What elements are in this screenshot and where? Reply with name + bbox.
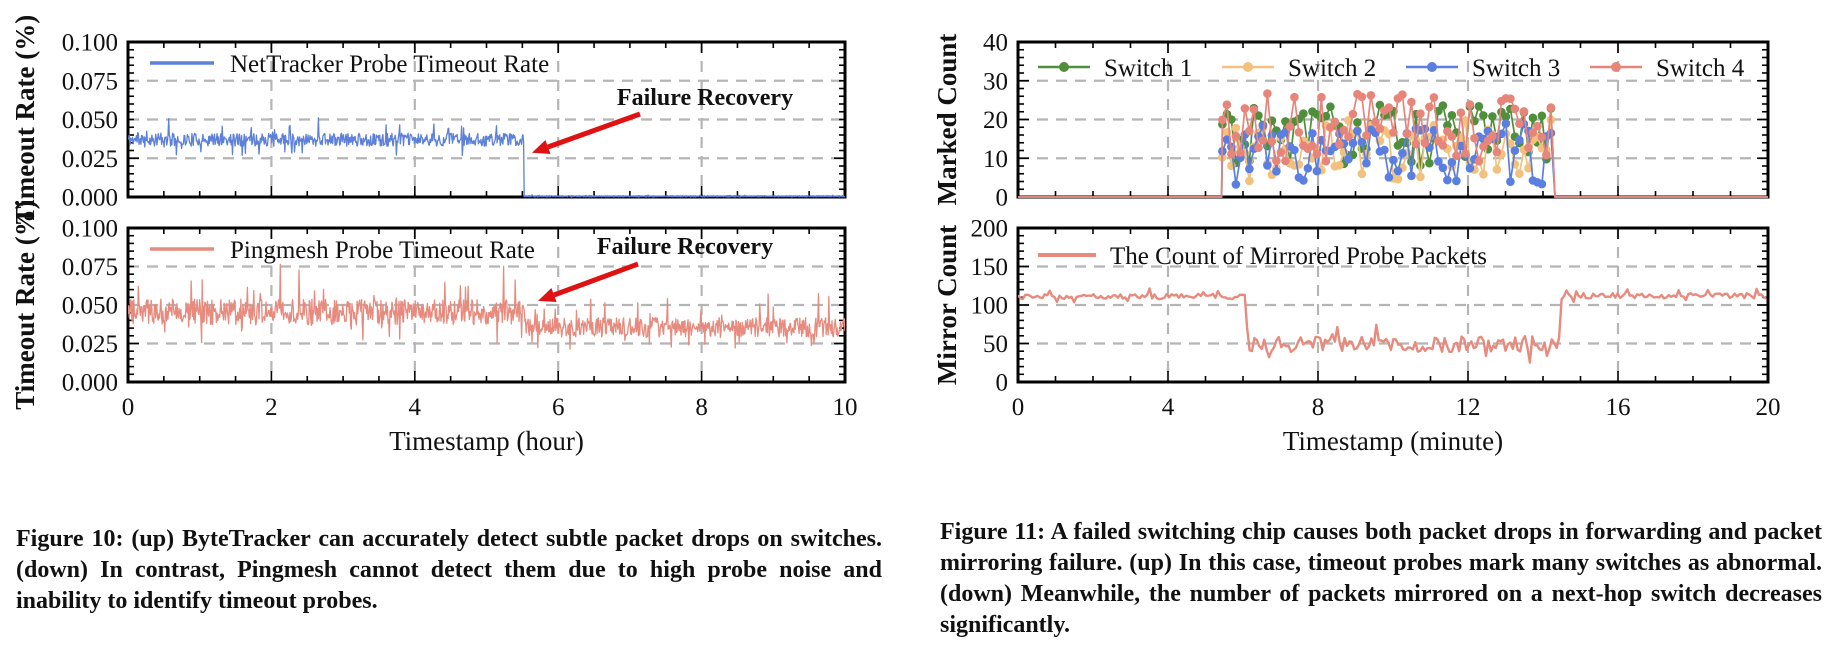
data-point-marker bbox=[1511, 105, 1520, 114]
data-point-marker bbox=[1403, 130, 1412, 139]
data-point-marker bbox=[1218, 116, 1227, 125]
data-point-marker bbox=[1538, 180, 1547, 189]
x-tick-label: 8 bbox=[695, 394, 708, 421]
data-point-marker bbox=[1362, 159, 1371, 168]
data-point-marker bbox=[1380, 146, 1389, 155]
y-tick-label: 0.025 bbox=[61, 145, 118, 173]
data-point-marker bbox=[1488, 112, 1497, 121]
data-point-marker bbox=[1407, 98, 1416, 107]
data-point-marker bbox=[1542, 151, 1551, 160]
data-point-marker bbox=[1245, 177, 1254, 186]
x-tick-label: 4 bbox=[408, 394, 422, 421]
data-point-marker bbox=[1430, 93, 1439, 102]
data-point-marker bbox=[1493, 165, 1502, 174]
x-tick-label: 0 bbox=[1011, 394, 1025, 421]
data-point-marker bbox=[1466, 100, 1475, 109]
data-point-marker bbox=[1358, 93, 1367, 102]
data-point-marker bbox=[1335, 161, 1344, 170]
y-tick-label: 0.050 bbox=[61, 107, 118, 134]
legend-label: The Count of Mirrored Probe Packets bbox=[1110, 243, 1488, 270]
data-point-marker bbox=[1520, 107, 1529, 116]
x-tick-label: 2 bbox=[265, 394, 278, 421]
fig11-down-legend bbox=[1038, 243, 1487, 270]
fig10-down-legend bbox=[150, 237, 535, 264]
data-point-marker bbox=[1466, 164, 1475, 173]
fig11-up-ytick-labels bbox=[983, 30, 1008, 212]
y-tick-label: 0.075 bbox=[61, 68, 118, 96]
x-tick-label: 0 bbox=[121, 394, 135, 421]
data-point-marker bbox=[1457, 108, 1466, 117]
data-point-marker bbox=[1322, 157, 1331, 166]
data-point-marker bbox=[1232, 124, 1241, 133]
data-point-marker bbox=[1232, 132, 1241, 141]
data-point-marker bbox=[1254, 144, 1263, 153]
data-point-marker bbox=[1232, 180, 1241, 189]
fig10-down-ytick-labels bbox=[62, 216, 118, 397]
y-tick-label: 20 bbox=[983, 107, 1008, 134]
data-point-marker bbox=[1236, 148, 1245, 157]
data-point-marker bbox=[1394, 175, 1403, 184]
legend-label: Switch 1 bbox=[1104, 55, 1193, 82]
data-point-marker bbox=[1538, 112, 1547, 121]
data-point-marker bbox=[1331, 118, 1340, 127]
y-axis-label: Timeout Rate (%) bbox=[10, 14, 40, 225]
legend-label: Switch 2 bbox=[1288, 55, 1377, 82]
data-point-marker bbox=[1407, 158, 1416, 167]
data-point-marker bbox=[1448, 111, 1457, 120]
data-point-marker bbox=[1358, 170, 1367, 179]
data-point-marker bbox=[1290, 146, 1299, 155]
data-point-marker bbox=[1286, 122, 1295, 131]
data-point-marker bbox=[1263, 161, 1272, 170]
fig10-up-ytick-labels bbox=[62, 30, 118, 212]
data-point-marker bbox=[1515, 169, 1524, 178]
data-point-marker bbox=[1308, 129, 1317, 138]
data-point-marker bbox=[1479, 111, 1488, 120]
data-point-marker bbox=[1326, 102, 1335, 111]
data-point-marker bbox=[1475, 157, 1484, 166]
data-point-marker bbox=[1470, 134, 1479, 143]
data-point-marker bbox=[1389, 128, 1398, 137]
data-point-marker bbox=[1407, 172, 1416, 181]
annotation-text: Failure Recovery bbox=[616, 85, 794, 111]
y-axis-label: Timeout Rate (%) bbox=[10, 200, 40, 410]
fig10-down-plot bbox=[10, 200, 858, 456]
data-point-marker bbox=[1452, 177, 1461, 186]
y-tick-label: 0.000 bbox=[61, 369, 118, 397]
fig10-down-series-group bbox=[128, 264, 845, 349]
data-point-marker bbox=[1506, 94, 1515, 103]
y-tick-label: 0 bbox=[995, 369, 1008, 397]
data-point-marker bbox=[1538, 133, 1547, 142]
fig11-up-series-group bbox=[1018, 89, 1768, 197]
data-point-marker bbox=[1376, 124, 1385, 133]
data-point-marker bbox=[1506, 177, 1515, 186]
data-point-marker bbox=[1259, 121, 1268, 130]
data-point-marker bbox=[1272, 167, 1281, 176]
x-tick-label: 10 bbox=[832, 394, 858, 421]
x-tick-label: 8 bbox=[1311, 394, 1325, 421]
legend-label: NetTracker Probe Timeout Rate bbox=[230, 51, 550, 78]
data-point-marker bbox=[1416, 173, 1425, 182]
data-point-marker bbox=[1412, 140, 1421, 149]
data-point-marker bbox=[1313, 167, 1322, 176]
data-point-marker bbox=[1362, 131, 1371, 140]
data-point-marker bbox=[1295, 128, 1304, 137]
y-tick-label: 0.100 bbox=[61, 215, 118, 243]
annotation-text: Failure Recovery bbox=[596, 234, 774, 260]
x-tick-label: 4 bbox=[1161, 394, 1175, 421]
data-point-marker bbox=[1452, 152, 1461, 161]
legend-marker bbox=[1059, 62, 1069, 72]
legend-marker bbox=[1427, 62, 1437, 72]
data-point-marker bbox=[1439, 101, 1448, 110]
y-tick-label: 0.075 bbox=[61, 254, 118, 281]
data-point-marker bbox=[1515, 136, 1524, 145]
fig10-up-plot bbox=[10, 15, 845, 224]
data-point-marker bbox=[1290, 93, 1299, 102]
data-point-marker bbox=[1493, 148, 1502, 157]
data-point-marker bbox=[1421, 139, 1430, 148]
data-point-marker bbox=[1281, 157, 1290, 166]
x-tick-label: 12 bbox=[1455, 394, 1481, 421]
data-point-marker bbox=[1425, 159, 1434, 168]
data-point-marker bbox=[1416, 109, 1425, 118]
data-point-marker bbox=[1367, 91, 1376, 100]
y-tick-label: 100 bbox=[970, 292, 1008, 320]
data-point-marker bbox=[1250, 105, 1259, 114]
data-point-marker bbox=[1385, 173, 1394, 182]
data-point-marker bbox=[1385, 103, 1394, 112]
fig11-down-series-1 bbox=[1018, 289, 1766, 363]
x-tick-label: 20 bbox=[1755, 394, 1781, 421]
fig10-down-failure-recovery-annotation bbox=[538, 234, 773, 302]
data-point-marker bbox=[1475, 102, 1484, 111]
data-point-marker bbox=[1335, 140, 1344, 149]
data-point-marker bbox=[1263, 89, 1272, 98]
data-point-marker bbox=[1317, 93, 1326, 102]
y-tick-label: 0.000 bbox=[61, 184, 118, 212]
data-point-marker bbox=[1223, 100, 1232, 109]
data-point-marker bbox=[1313, 150, 1322, 159]
y-tick-label: 10 bbox=[983, 145, 1008, 173]
data-point-marker bbox=[1461, 149, 1470, 158]
data-point-marker bbox=[1389, 156, 1398, 165]
data-point-marker bbox=[1344, 155, 1353, 164]
y-tick-label: 0.050 bbox=[61, 292, 118, 320]
data-point-marker bbox=[1344, 132, 1353, 141]
fig11-up-legend bbox=[1038, 55, 1745, 82]
data-point-marker bbox=[1524, 143, 1533, 152]
y-tick-label: 0 bbox=[995, 184, 1008, 212]
y-tick-label: 0.100 bbox=[61, 29, 118, 57]
y-axis-label: Marked Count bbox=[932, 33, 962, 206]
legend-label: Switch 4 bbox=[1656, 55, 1745, 82]
y-tick-label: 150 bbox=[970, 254, 1008, 281]
data-point-marker bbox=[1259, 136, 1268, 145]
legend-label: Pingmesh Probe Timeout Rate bbox=[230, 237, 535, 264]
fig11-down-xtick-labels bbox=[1012, 394, 1781, 421]
fig10-up-legend bbox=[150, 51, 549, 78]
data-point-marker bbox=[1479, 170, 1488, 179]
legend-label: Switch 3 bbox=[1472, 55, 1561, 82]
fig10-down-series-1 bbox=[128, 264, 845, 349]
data-point-marker bbox=[1308, 142, 1317, 151]
legend-marker bbox=[1243, 62, 1253, 72]
data-point-marker bbox=[1515, 119, 1524, 128]
data-point-marker bbox=[1488, 132, 1497, 141]
figure11-caption: Figure 11: A failed switching chip causes both packet drops in forwarding and packet mirroring failure. (up) In this case, timeout probes mark many switches as abnormal. (down) Meanwhile, the number of packets mirrored on a next-hop switch decreases significantly. bbox=[940, 519, 1822, 638]
x-tick-label: 16 bbox=[1605, 394, 1631, 421]
figure10-caption: Figure 10: (up) ByteTracker can accurately detect subtle packet drops on switches. (down) In contrast, Pingmesh cannot detect them due to high probe noise and inability to identify timeout probes. bbox=[16, 526, 882, 614]
x-axis-label: Timestamp (minute) bbox=[1282, 426, 1504, 456]
data-point-marker bbox=[1529, 114, 1538, 123]
y-tick-label: 30 bbox=[983, 68, 1008, 96]
x-axis-label: Timestamp (hour) bbox=[389, 426, 584, 456]
data-point-marker bbox=[1398, 90, 1407, 99]
data-point-marker bbox=[1511, 146, 1520, 155]
data-point-marker bbox=[1241, 104, 1250, 113]
annotation-arrowhead bbox=[532, 140, 551, 154]
fig11-up-plot bbox=[932, 30, 1768, 212]
x-tick-label: 6 bbox=[551, 394, 565, 421]
data-point-marker bbox=[1277, 148, 1286, 157]
data-point-marker bbox=[1443, 176, 1452, 185]
data-point-marker bbox=[1272, 157, 1281, 166]
data-point-marker bbox=[1394, 167, 1403, 176]
data-point-marker bbox=[1245, 165, 1254, 174]
series-line bbox=[128, 264, 845, 349]
data-point-marker bbox=[1245, 127, 1254, 136]
data-point-marker bbox=[1425, 103, 1434, 112]
data-point-marker bbox=[1547, 103, 1556, 112]
data-point-marker bbox=[1439, 164, 1448, 173]
data-point-marker bbox=[1349, 110, 1358, 119]
data-point-marker bbox=[1299, 109, 1308, 118]
data-point-marker bbox=[1439, 141, 1448, 150]
figure11-charts bbox=[900, 0, 1828, 470]
data-point-marker bbox=[1299, 176, 1308, 185]
data-point-marker bbox=[1448, 132, 1457, 141]
fig11-down-plot bbox=[932, 216, 1781, 457]
y-tick-label: 200 bbox=[970, 215, 1008, 243]
y-tick-label: 40 bbox=[983, 29, 1008, 57]
annotation-arrowhead bbox=[538, 288, 557, 302]
data-point-marker bbox=[1304, 164, 1313, 173]
data-point-marker bbox=[1353, 118, 1362, 127]
fig11-down-series-group bbox=[1018, 289, 1766, 363]
y-tick-label: 50 bbox=[983, 331, 1008, 358]
data-point-marker bbox=[1398, 149, 1407, 158]
data-point-marker bbox=[1416, 161, 1425, 170]
series-line bbox=[1018, 289, 1766, 363]
fig11-down-ytick-labels bbox=[971, 216, 1009, 397]
fig10-down-xtick-labels bbox=[122, 394, 858, 421]
annotation-arrow-shaft bbox=[554, 264, 638, 295]
data-point-marker bbox=[1227, 150, 1236, 159]
y-tick-label: 0.025 bbox=[61, 331, 118, 358]
data-point-marker bbox=[1353, 127, 1362, 136]
figure10-charts bbox=[0, 0, 900, 470]
data-point-marker bbox=[1533, 122, 1542, 131]
legend-marker bbox=[1611, 62, 1621, 72]
data-point-marker bbox=[1268, 137, 1277, 146]
data-point-marker bbox=[1502, 119, 1511, 128]
y-axis-label: Mirror Count bbox=[932, 224, 962, 386]
